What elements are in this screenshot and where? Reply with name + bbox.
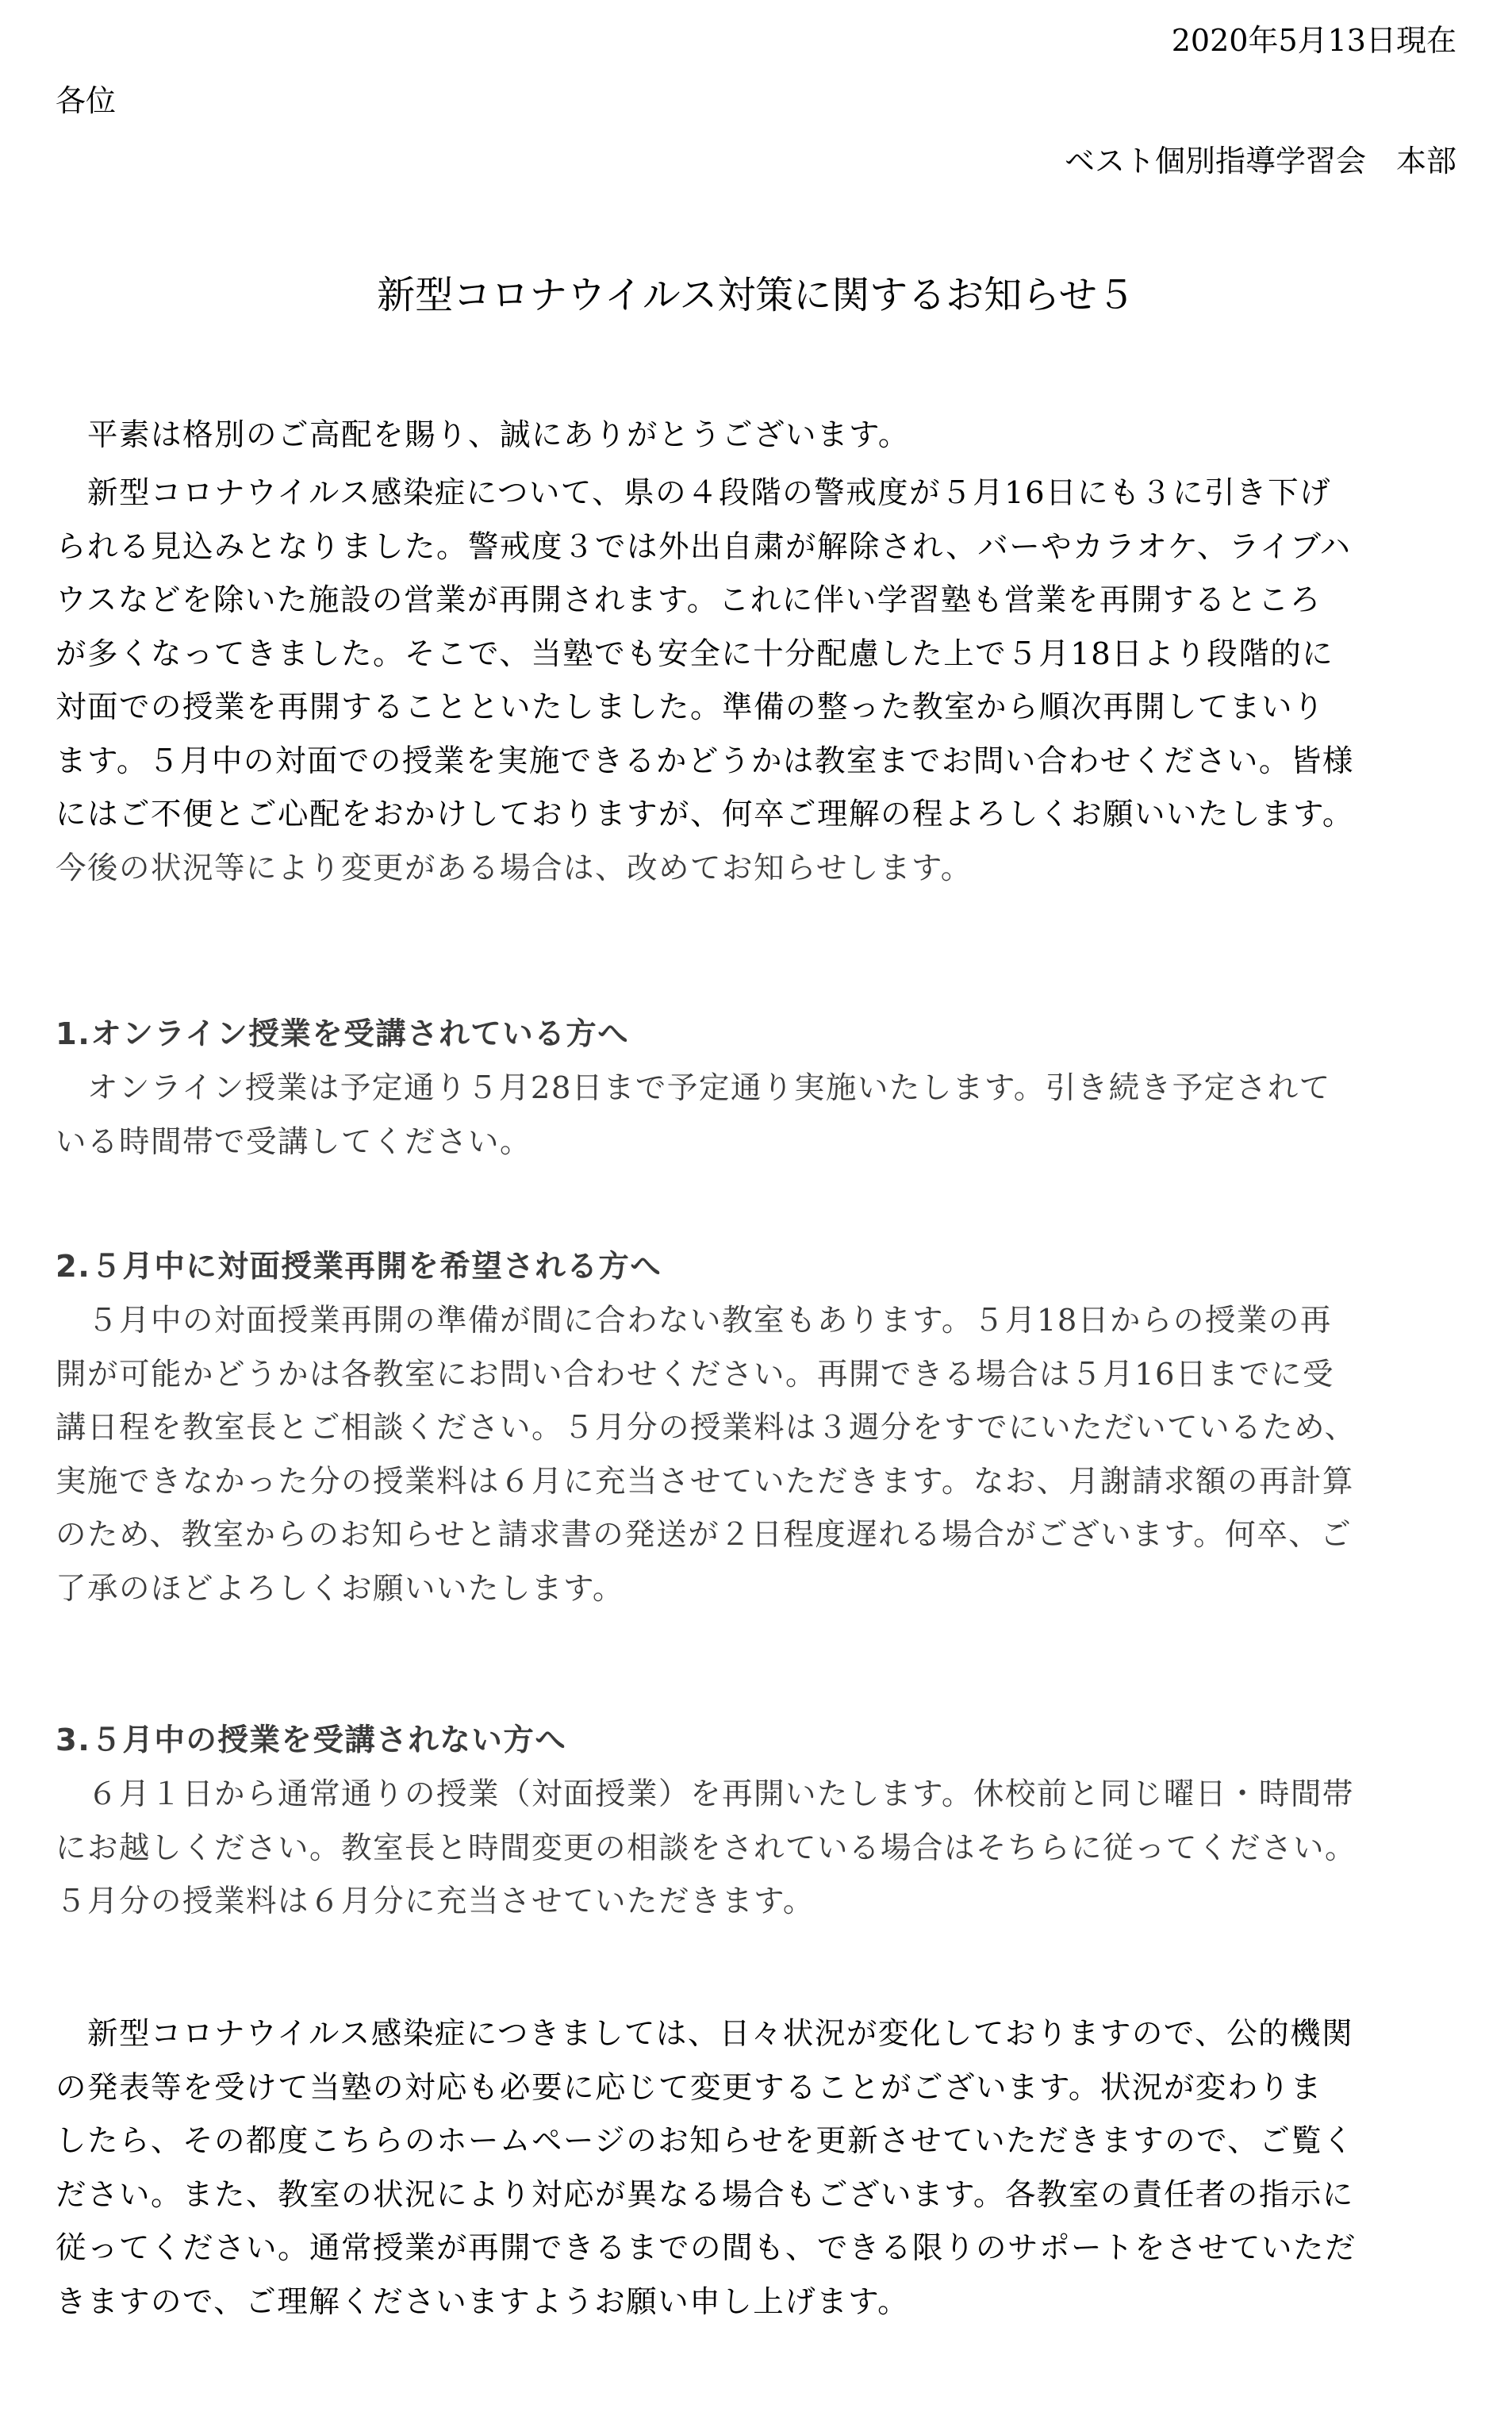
intro-line: 対面での授業を再開することといたしました。準備の整った教室から順次再開してまいり xyxy=(56,689,1326,725)
section-1-heading: 1.オンライン授業を受講されている方へ xyxy=(56,1016,630,1052)
intro-line: ウスなどを除いた施設の営業が再開されます。これに伴い学習塾も営業を再開するところ xyxy=(56,582,1322,618)
document-date: 2020年5月13日現在 xyxy=(1171,23,1456,58)
section-line: のため、教室からのお知らせと請求書の発送が２日程度遅れる場合がございます。何卒、ご xyxy=(56,1517,1353,1553)
section-2-heading: 2.５月中に対面授業再開を希望される方へ xyxy=(56,1249,662,1285)
closing-line: ださい。また、教室の状況により対応が異なる場合もございます。各教室の責任者の指示に xyxy=(56,2176,1354,2213)
section-line: 実施できなかった分の授業料は６月に充当させていただきます。なお、月謝請求額の再計算 xyxy=(56,1463,1354,1500)
sender: ベスト個別指導学習会 本部 xyxy=(1064,144,1456,179)
section-3-body xyxy=(56,1768,1456,1929)
section-line: 了承のほどよろしくお願いいたします。 xyxy=(56,1570,624,1607)
document-title: 新型コロナウイルス対策に関するお知らせ５ xyxy=(377,273,1135,317)
section-1-body xyxy=(56,1062,1456,1169)
section-line: ５月分の授業料は６月分に充当させていただきます。 xyxy=(56,1884,815,1919)
closing-line: したら、その都度こちらのホームページのお知らせを更新させていただきますので、ご覧く xyxy=(56,2123,1355,2159)
closing-line: の発表等を受けて当塾の対応も必要に応じて変更することがございます。状況が変わりま xyxy=(56,2069,1322,2106)
section-line: 開が可能かどうかは各教室にお問い合わせください。再開できる場合は５月16日までに受 xyxy=(56,1356,1334,1392)
section-line: 講日程を教室長とご相談ください。５月分の授業料は３週分をすでにいただいているため、 xyxy=(56,1410,1357,1446)
section-3-heading: 3.５月中の授業を受講されない方へ xyxy=(56,1723,567,1758)
intro-line: 新型コロナウイルス感染症について、県の４段階の警戒度が５月16日にも３に引き下げ xyxy=(87,475,1332,511)
section-2-body xyxy=(56,1294,1456,1615)
intro-line: ます。５月中の対面での授業を実施できるかどうかは教室までお問い合わせください。皆様 xyxy=(56,743,1354,779)
intro-line: が多くなってきました。そこで、当塾でも安全に十分配慮した上で５月18日より段階的に xyxy=(56,636,1334,672)
intro-line: にはご不便とご心配をおかけしておりますが、何卒ご理解の程よろしくお願いいたします。 xyxy=(56,797,1354,832)
addressee: 各位 xyxy=(56,83,117,118)
intro-greeting xyxy=(56,409,1456,463)
intro-paragraph xyxy=(56,467,1456,895)
closing-line: 従ってください。通常授業が再開できるまでの間も、できる限りのサポートをさせていただ xyxy=(56,2230,1357,2266)
closing-line: きますので、ご理解くださいますようお願い申し上げます。 xyxy=(56,2283,910,2320)
section-line: ５月中の対面授業再開の準備が間に合わない教室もあります。５月18日からの授業の再 xyxy=(87,1303,1332,1338)
greeting-line: 平素は格別のご高配を賜り、誠にありがとうございます。 xyxy=(87,417,910,453)
section-line: にお越しください。教室長と時間変更の相談をされている場合はそちらに従ってください。 xyxy=(56,1830,1357,1866)
intro-line: られる見込みとなりました。警戒度３では外出自粛が解除され、バーやカラオケ、ライブハ xyxy=(56,528,1352,565)
intro-line: 今後の状況等により変更がある場合は、改めてお知らせします。 xyxy=(56,850,973,886)
closing-line: 新型コロナウイルス感染症につきましては、日々状況が変化しておりますので、公的機関 xyxy=(87,2016,1354,2052)
section-line: いる時間帯で受講してください。 xyxy=(56,1123,532,1160)
section-line: ６月１日から通常通りの授業（対面授業）を再開いたします。休校前と同じ曜日・時間帯 xyxy=(87,1776,1354,1812)
closing-paragraph xyxy=(56,2007,1456,2329)
section-line: オンライン授業は予定通り５月28日まで予定通り実施いたします。引き続き予定されて xyxy=(87,1070,1331,1106)
